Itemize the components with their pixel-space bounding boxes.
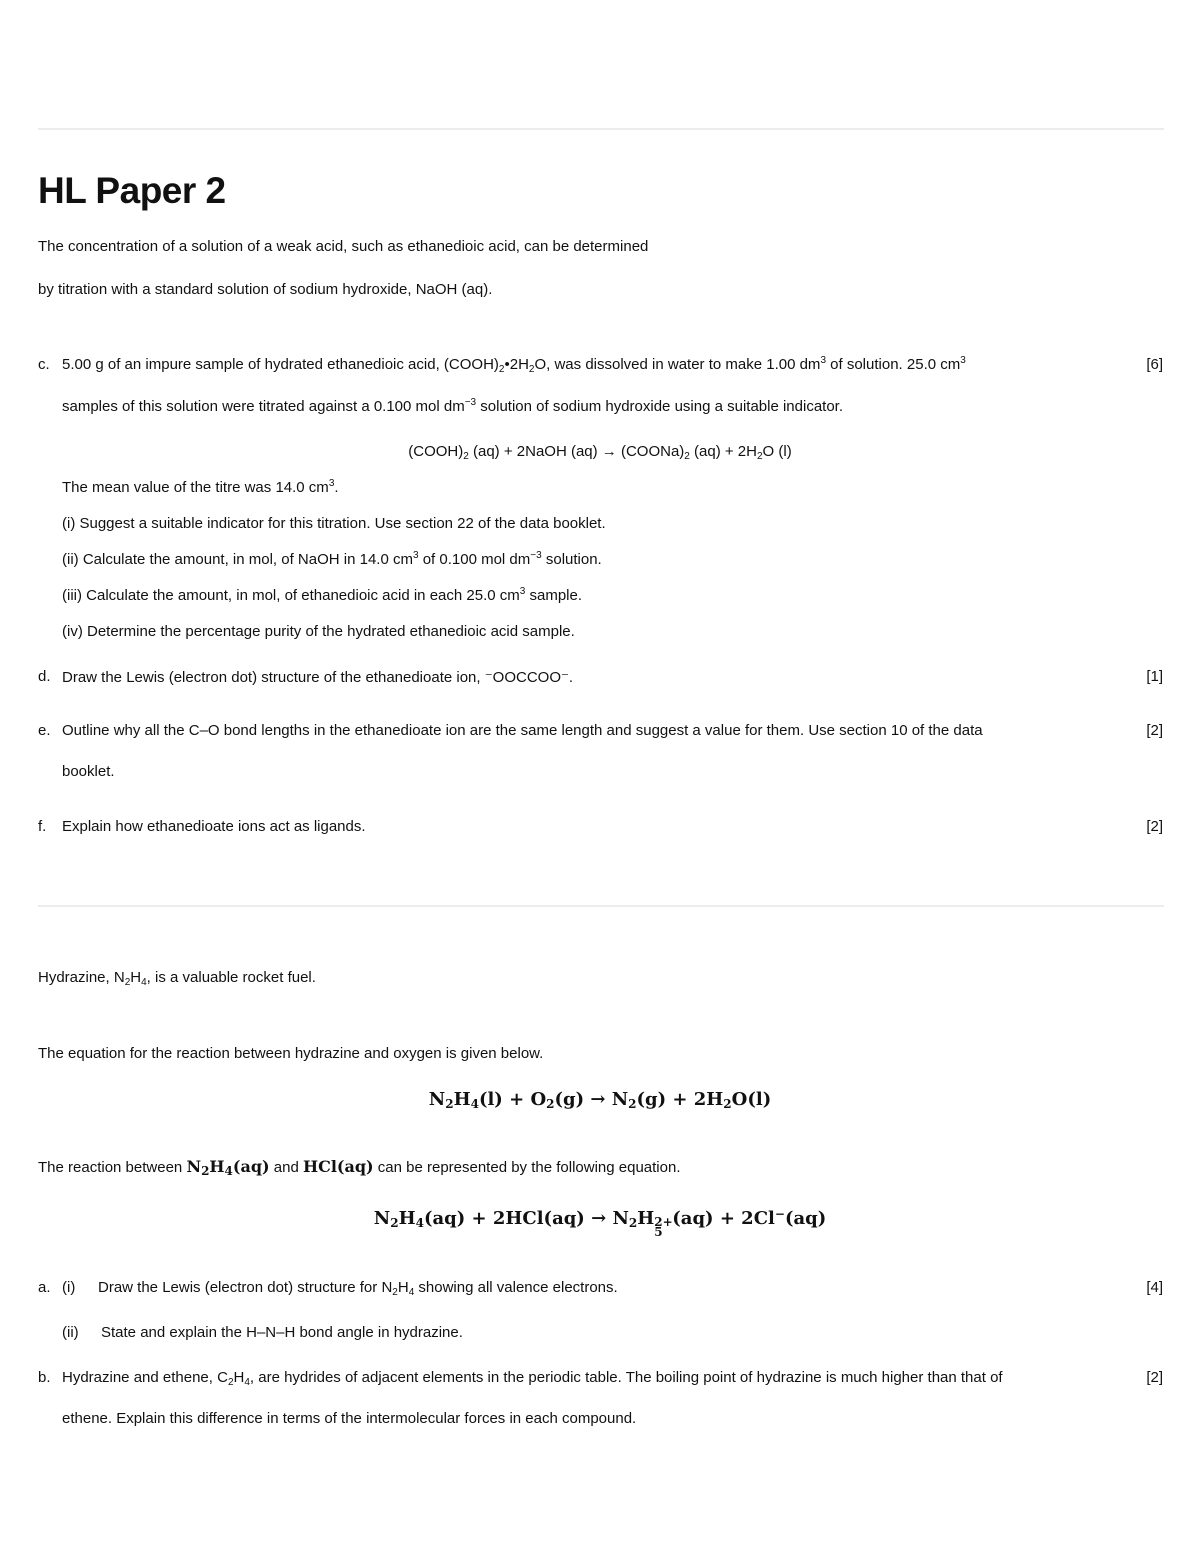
q2-intro: Hydrazine, $N_2H_4$, is a valuable rocket fuel. xyxy=(38,969,316,988)
part-c-iv: (iv) Determine the percentage purity of the hydrated ethanedioic acid sample. xyxy=(62,623,575,640)
part-c-iii: (iii) Calculate the amount, in mol, of ethanedioic acid in each 25.0 $cm^3$ sample. xyxy=(62,586,583,604)
part-d-text: Draw the Lewis (electron dot) structure of the ethanedioate ion, ⁻OOCCOO⁻. xyxy=(62,669,574,686)
top-divider xyxy=(38,128,1164,130)
q1-intro-line-1: The concentration of a solution of a weak acid, such as ethanedioic acid, can be determined xyxy=(38,238,649,255)
part-c-line-2: samples of this solution were titrated against a 0.100 mol $dm^{-3}$ solution of sodium hydroxide using a suitable indicator. xyxy=(62,397,844,415)
part-d-label: d. xyxy=(38,668,51,685)
part-a-ii-text: State and explain the H–N–H bond angle in hydrazine. xyxy=(101,1324,463,1341)
part-a-marks: [4] xyxy=(1146,1279,1163,1296)
part-c-i: (i) Suggest a suitable indicator for this titration. Use section 22 of the data booklet. xyxy=(62,515,606,532)
hydrazine-hcl-equation: $N_2H_4(aq) + 2HCl(aq) \to N_2H$ 2+ 5 (aq) + 2Cl−(aq) xyxy=(373,1207,827,1239)
part-f-text: Explain how ethanedioate ions act as ligands. xyxy=(62,818,366,835)
titre-value: The mean value of the titre was 14.0 $cm^3$. xyxy=(62,478,339,496)
part-c-ii: (ii) Calculate the amount, in mol, of NaOH in 14.0 $cm^3$ of 0.100 mol $dm^{-3}$ solution. xyxy=(62,550,602,568)
part-a-i-number: (i) xyxy=(62,1279,76,1296)
hydrazine-oxygen-equation: $N_2H_4(l) + O_2(g) \to N_2(g) + 2H_2O(l)$ xyxy=(428,1089,772,1111)
part-f-label: f. xyxy=(38,818,47,835)
part-e-label: e. xyxy=(38,722,51,739)
part-e-marks: [2] xyxy=(1146,722,1163,739)
q1-intro-line-2: by titration with a standard solution of sodium hydroxide, NaOH (aq). xyxy=(38,281,493,298)
part-b-label: b. xyxy=(38,1369,51,1386)
page-title: HL Paper 2 xyxy=(38,170,226,211)
part-c-label: c. xyxy=(38,356,50,373)
part-e-line-2: booklet. xyxy=(62,763,115,780)
part-c-line-1: 5.00 g of an impure sample of hydrated ethanedioic acid, $(COOH)_2•2H_2O$, was dissolved in water to make 1.00 $dm^3$ of solution. 25.0 $cm^3$ xyxy=(62,355,966,375)
part-b-line-2: ethene. Explain this difference in terms of the intermolecular forces in each compound. xyxy=(62,1410,637,1427)
part-b-line-1: Hydrazine and ethene, $C_2H_4$, are hydrides of adjacent elements in the periodic table. The boiling point of hydrazine is much higher than that of xyxy=(62,1369,1003,1388)
q2-reaction-intro: The reaction between $N_2H_4(aq)$ and HCl(aq) can be represented by the following equation. xyxy=(38,1157,681,1178)
q2-equation-intro: The equation for the reaction between hydrazine and oxygen is given below. xyxy=(38,1045,544,1062)
titration-equation: $(COOH)_2$ (aq) + 2NaOH $(aq) \to (COONa)_2$ $(aq) + 2H_2O$ (l) xyxy=(408,443,792,462)
part-a-ii-number: (ii) xyxy=(62,1324,79,1341)
part-b-marks: [2] xyxy=(1146,1369,1163,1386)
part-c-marks: [6] xyxy=(1146,356,1163,373)
part-f-marks: [2] xyxy=(1146,818,1163,835)
part-a-label: a. xyxy=(38,1279,51,1296)
question-divider xyxy=(38,905,1164,907)
part-a-i-text: Draw the Lewis (electron dot) structure for $N_2H_4$ showing all valence electrons. xyxy=(98,1279,618,1298)
part-e-line-1: Outline why all the C–O bond lengths in the ethanedioate ion are the same length and suggest a value for them. Use section 10 of the data xyxy=(62,722,983,739)
part-d-marks: [1] xyxy=(1146,668,1163,685)
